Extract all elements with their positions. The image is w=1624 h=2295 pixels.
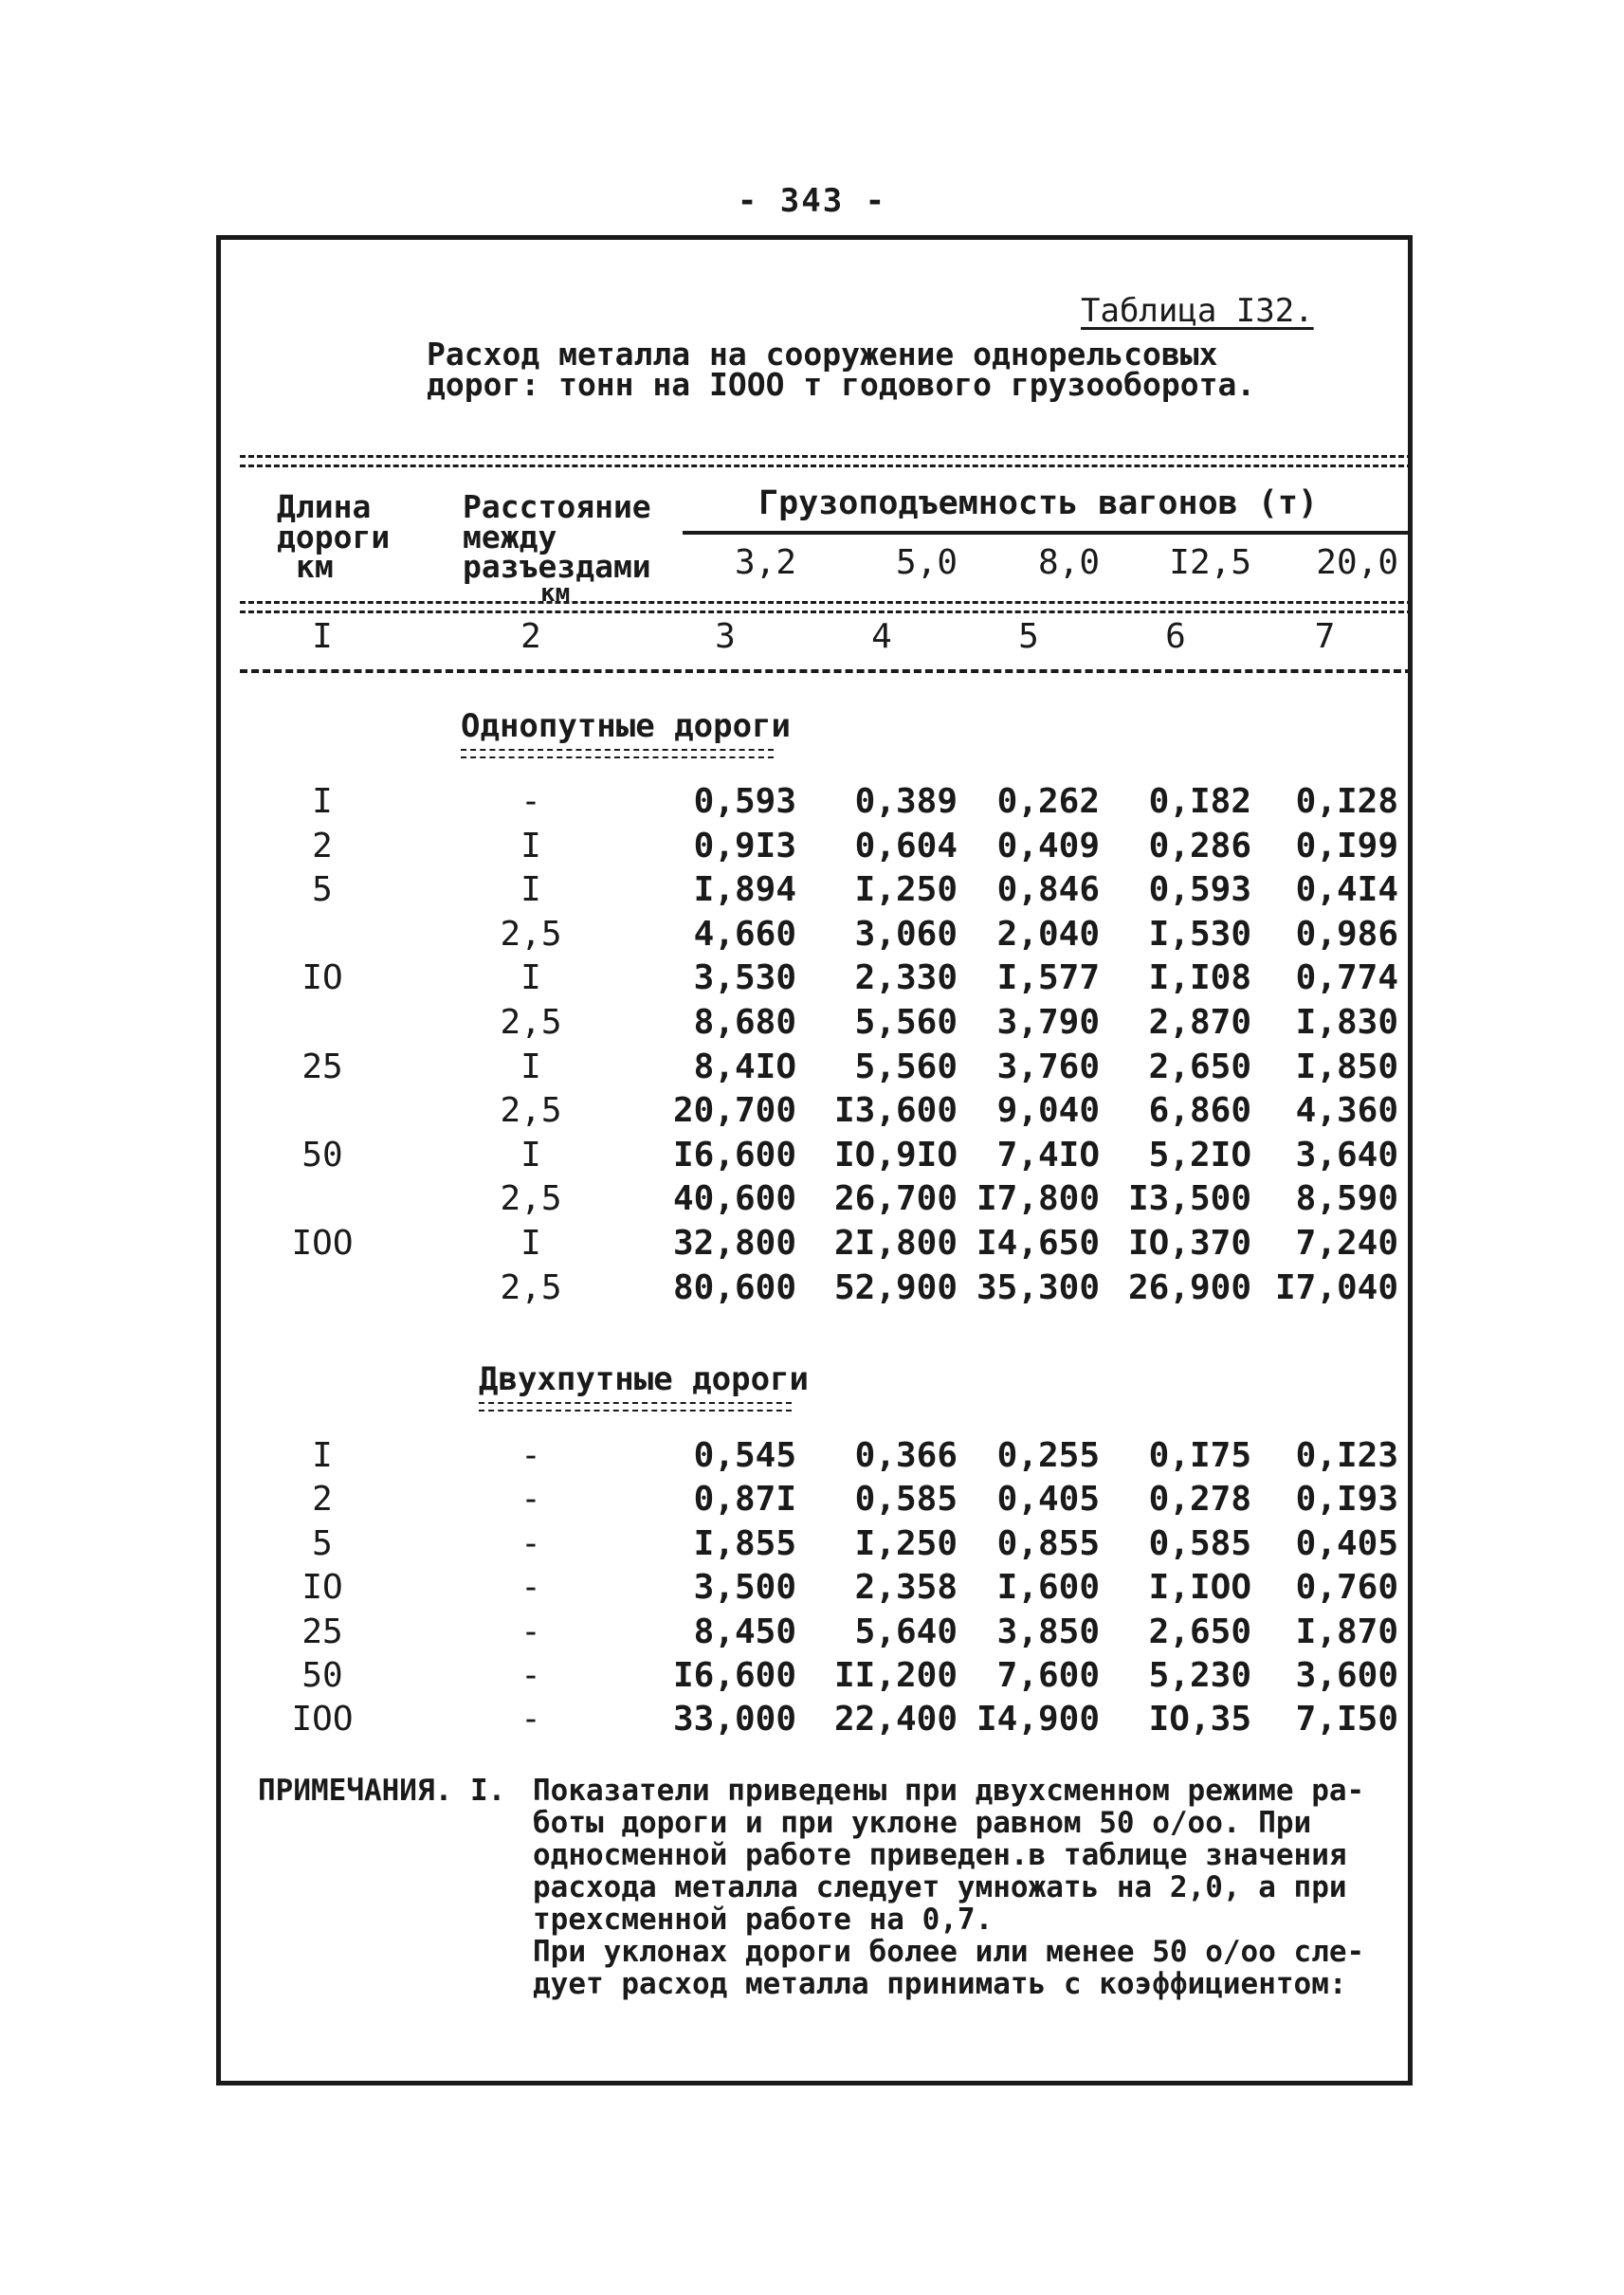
cell-distance: - bbox=[520, 1656, 541, 1695]
cell-distance: 2,5 bbox=[500, 1267, 562, 1307]
page-number: - 343 - bbox=[737, 182, 887, 220]
cell-distance: I bbox=[520, 1047, 541, 1086]
cell-cap-12-5: 0,585 bbox=[1148, 1523, 1251, 1563]
cell-cap-3-2: I,855 bbox=[693, 1523, 796, 1563]
cell-distance: I bbox=[520, 1135, 541, 1175]
header-capacity-group: Грузоподъемность вагонов (т) bbox=[758, 484, 1319, 522]
cell-cap-12-5: 5,2IO bbox=[1148, 1135, 1251, 1175]
cell-cap-12-5: IO,35 bbox=[1148, 1700, 1251, 1739]
cell-cap-5-0: 22,400 bbox=[833, 1700, 958, 1739]
cell-cap-5-0: IO,9IO bbox=[833, 1135, 958, 1175]
section-title-double-track: Двухпутные дороги bbox=[479, 1360, 809, 1398]
cell-cap-8-0: I4,650 bbox=[976, 1224, 1100, 1263]
cell-cap-20-0: 0,405 bbox=[1295, 1523, 1398, 1563]
cell-cap-3-2: 32,800 bbox=[672, 1224, 796, 1263]
cell-length: 50 bbox=[301, 1656, 343, 1695]
cell-distance: - bbox=[520, 1568, 541, 1608]
cell-cap-5-0: 0,389 bbox=[854, 782, 958, 821]
header-capacity-20-0: 20,0 bbox=[1316, 543, 1398, 582]
header-capacity-8-0: 8,0 bbox=[1037, 543, 1100, 582]
cell-cap-5-0: 26,700 bbox=[833, 1179, 958, 1219]
cell-cap-8-0: 2,040 bbox=[996, 914, 1100, 954]
header-distance-line-4: км bbox=[540, 579, 571, 608]
cell-cap-20-0: I,850 bbox=[1295, 1047, 1398, 1086]
cell-length: 25 bbox=[301, 1612, 343, 1651]
cell-cap-20-0: 0,986 bbox=[1295, 914, 1398, 954]
section-title-underline bbox=[461, 749, 774, 758]
column-number-5: 5 bbox=[1018, 617, 1039, 656]
cell-cap-3-2: 0,593 bbox=[693, 782, 796, 821]
cell-length: 2 bbox=[312, 1480, 333, 1520]
column-number-7: 7 bbox=[1314, 617, 1336, 656]
cell-cap-8-0: I7,800 bbox=[976, 1179, 1100, 1219]
cell-cap-8-0: I4,900 bbox=[976, 1700, 1100, 1739]
cell-cap-20-0: 3,640 bbox=[1295, 1135, 1398, 1175]
cell-distance: 2,5 bbox=[500, 1003, 562, 1042]
cell-cap-3-2: 3,530 bbox=[693, 958, 796, 998]
cell-cap-20-0: 8,590 bbox=[1295, 1179, 1398, 1219]
cell-distance: - bbox=[520, 1700, 541, 1739]
cell-distance: - bbox=[520, 1436, 541, 1475]
cell-distance: 2,5 bbox=[500, 914, 562, 954]
cell-cap-5-0: 2,330 bbox=[854, 958, 958, 998]
column-number-3: 3 bbox=[715, 617, 736, 656]
cell-cap-12-5: 2,870 bbox=[1148, 1003, 1251, 1042]
table-title-line-1: Расход металла на сооружение однорельсовых bbox=[427, 336, 1218, 373]
header-capacity-3-2: 3,2 bbox=[734, 543, 796, 582]
header-capacity-12-5: I2,5 bbox=[1169, 543, 1251, 582]
cell-cap-8-0: 7,4IO bbox=[996, 1135, 1100, 1175]
cell-distance: 2,5 bbox=[500, 1179, 562, 1219]
cell-cap-5-0: 0,585 bbox=[854, 1480, 958, 1520]
cell-cap-3-2: 0,9I3 bbox=[693, 826, 796, 865]
cell-distance: I bbox=[520, 826, 541, 865]
cell-cap-5-0: 5,640 bbox=[854, 1612, 958, 1651]
column-number-2: 2 bbox=[520, 617, 541, 656]
cell-cap-8-0: 3,790 bbox=[996, 1003, 1100, 1042]
cell-cap-8-0: 0,405 bbox=[996, 1480, 1100, 1520]
cell-cap-5-0: I,250 bbox=[854, 1523, 958, 1563]
cell-cap-3-2: 4,660 bbox=[693, 914, 796, 954]
cell-distance: I bbox=[520, 958, 541, 998]
cell-cap-3-2: 40,600 bbox=[672, 1179, 796, 1219]
header-bottom-rule bbox=[240, 601, 1413, 613]
cell-cap-3-2: 8,680 bbox=[693, 1003, 796, 1042]
cell-cap-12-5: 0,I75 bbox=[1148, 1436, 1251, 1475]
cell-length: 50 bbox=[301, 1135, 343, 1175]
notes-line: трехсменной работе на 0,7. bbox=[533, 1903, 994, 1937]
cell-cap-5-0: II,200 bbox=[833, 1656, 958, 1695]
cell-cap-5-0: 2I,800 bbox=[833, 1224, 958, 1263]
header-group-rule bbox=[683, 531, 1413, 535]
column-number-4: 4 bbox=[871, 617, 892, 656]
header-top-rule bbox=[240, 455, 1413, 467]
cell-cap-20-0: 0,760 bbox=[1295, 1568, 1398, 1608]
cell-cap-5-0: I,250 bbox=[854, 870, 958, 910]
cell-cap-20-0: I,830 bbox=[1295, 1003, 1398, 1042]
cell-cap-12-5: 0,286 bbox=[1148, 826, 1251, 865]
cell-cap-20-0: 7,I50 bbox=[1295, 1700, 1398, 1739]
notes-label: ПРИМЕЧАНИЯ. I. bbox=[258, 1774, 506, 1808]
cell-distance: - bbox=[520, 1523, 541, 1563]
cell-length: IO bbox=[301, 958, 343, 998]
cell-cap-12-5: 0,593 bbox=[1148, 870, 1251, 910]
cell-cap-12-5: 2,650 bbox=[1148, 1612, 1251, 1651]
cell-cap-12-5: 5,230 bbox=[1148, 1656, 1251, 1695]
cell-cap-5-0: 3,060 bbox=[854, 914, 958, 954]
cell-cap-3-2: 20,700 bbox=[672, 1091, 796, 1131]
cell-cap-3-2: 8,450 bbox=[693, 1612, 796, 1651]
cell-cap-20-0: 0,I28 bbox=[1295, 782, 1398, 821]
table-label: Таблица I32. bbox=[1081, 292, 1314, 330]
notes-line: дует расход металла принимать с коэффициентом: bbox=[533, 1967, 1347, 2001]
cell-distance: I bbox=[520, 870, 541, 910]
cell-cap-3-2: I6,600 bbox=[672, 1656, 796, 1695]
notes-line: При уклонах дороги более или менее 50 о/оо сле- bbox=[533, 1935, 1365, 1969]
cell-cap-20-0: I,870 bbox=[1295, 1612, 1398, 1651]
cell-cap-20-0: 3,600 bbox=[1295, 1656, 1398, 1695]
cell-distance: 2,5 bbox=[500, 1091, 562, 1131]
cell-cap-20-0: 0,4I4 bbox=[1295, 870, 1398, 910]
cell-cap-12-5: I,I08 bbox=[1148, 958, 1251, 998]
section-title-underline bbox=[479, 1402, 792, 1412]
cell-cap-8-0: 0,846 bbox=[996, 870, 1100, 910]
cell-cap-20-0: 0,774 bbox=[1295, 958, 1398, 998]
cell-length: 5 bbox=[312, 870, 333, 910]
cell-cap-8-0: 7,600 bbox=[996, 1656, 1100, 1695]
header-capacity-5-0: 5,0 bbox=[895, 543, 958, 582]
cell-cap-5-0: I3,600 bbox=[833, 1091, 958, 1131]
cell-cap-8-0: 9,040 bbox=[996, 1091, 1100, 1131]
cell-cap-12-5: I,IOO bbox=[1148, 1568, 1251, 1608]
notes-body bbox=[533, 1775, 1364, 2000]
cell-cap-12-5: 26,900 bbox=[1127, 1267, 1251, 1307]
cell-cap-12-5: 2,650 bbox=[1148, 1047, 1251, 1086]
cell-cap-3-2: 8,4IO bbox=[693, 1047, 796, 1086]
cell-cap-5-0: 5,560 bbox=[854, 1003, 958, 1042]
cell-length: 5 bbox=[312, 1523, 333, 1563]
cell-cap-5-0: 52,900 bbox=[833, 1267, 958, 1307]
header-distance-line-1: Расстояние bbox=[463, 488, 651, 525]
cell-cap-3-2: 80,600 bbox=[672, 1267, 796, 1307]
cell-cap-12-5: IO,370 bbox=[1127, 1224, 1251, 1263]
cell-cap-8-0: 3,760 bbox=[996, 1047, 1100, 1086]
cell-cap-3-2: 33,000 bbox=[672, 1700, 796, 1739]
cell-cap-8-0: 0,409 bbox=[996, 826, 1100, 865]
cell-cap-8-0: 0,855 bbox=[996, 1523, 1100, 1563]
cell-cap-20-0: 0,I93 bbox=[1295, 1480, 1398, 1520]
column-number-1: I bbox=[312, 617, 333, 656]
cell-length: 25 bbox=[301, 1047, 343, 1086]
cell-cap-20-0: 0,I99 bbox=[1295, 826, 1398, 865]
cell-cap-8-0: I,600 bbox=[996, 1568, 1100, 1608]
cell-cap-20-0: 7,240 bbox=[1295, 1224, 1398, 1263]
cell-length: IOO bbox=[291, 1224, 354, 1263]
cell-length: IOO bbox=[291, 1700, 354, 1739]
cell-length: I bbox=[312, 1436, 333, 1475]
cell-cap-20-0: I7,040 bbox=[1274, 1267, 1398, 1307]
cell-cap-8-0: 0,262 bbox=[996, 782, 1100, 821]
notes-line: односменной работе приведен.в таблице значения bbox=[533, 1838, 1347, 1872]
header-length-line-2: дороги bbox=[277, 519, 391, 556]
cell-cap-12-5: 0,278 bbox=[1148, 1480, 1251, 1520]
table-title-line-2: дорог: тонн на IOOO т годового грузооборота. bbox=[427, 366, 1256, 403]
cell-cap-8-0: 3,850 bbox=[996, 1612, 1100, 1651]
cell-length: 2 bbox=[312, 826, 333, 865]
header-distance-line-3: разъездами bbox=[463, 548, 651, 585]
cell-cap-5-0: 2,358 bbox=[854, 1568, 958, 1608]
column-number-6: 6 bbox=[1165, 617, 1186, 656]
cell-distance: - bbox=[520, 1612, 541, 1651]
header-distance-line-2: между bbox=[463, 519, 557, 556]
cell-cap-12-5: I3,500 bbox=[1127, 1179, 1251, 1219]
cell-cap-3-2: 0,545 bbox=[693, 1436, 796, 1475]
cell-distance: - bbox=[520, 782, 541, 821]
cell-cap-3-2: 3,500 bbox=[693, 1568, 796, 1608]
cell-cap-3-2: 0,87I bbox=[693, 1480, 796, 1520]
cell-distance: - bbox=[520, 1480, 541, 1520]
cell-cap-20-0: 0,I23 bbox=[1295, 1436, 1398, 1475]
cell-cap-8-0: 35,300 bbox=[976, 1267, 1100, 1307]
cell-cap-8-0: I,577 bbox=[996, 958, 1100, 998]
header-length-line-1: Длина bbox=[277, 488, 372, 525]
section-title-single-track: Однопутные дороги bbox=[461, 707, 791, 745]
cell-cap-5-0: 5,560 bbox=[854, 1047, 958, 1086]
cell-cap-5-0: 0,604 bbox=[854, 826, 958, 865]
cell-cap-20-0: 4,360 bbox=[1295, 1091, 1398, 1131]
notes-line: боты дороги и при уклоне равном 50 о/оо. При bbox=[533, 1806, 1312, 1840]
cell-cap-12-5: 0,I82 bbox=[1148, 782, 1251, 821]
cell-cap-12-5: I,530 bbox=[1148, 914, 1251, 954]
cell-distance: I bbox=[520, 1224, 541, 1263]
cell-length: I bbox=[312, 782, 333, 821]
cell-cap-5-0: 0,366 bbox=[854, 1436, 958, 1475]
cell-cap-3-2: I,894 bbox=[693, 870, 796, 910]
header-length-line-3: км bbox=[296, 548, 334, 585]
column-numbers-rule bbox=[240, 669, 1413, 673]
cell-cap-8-0: 0,255 bbox=[996, 1436, 1100, 1475]
notes-line: Показатели приведены при двухсменном режиме ра- bbox=[533, 1774, 1365, 1808]
cell-length: IO bbox=[301, 1568, 343, 1608]
cell-cap-12-5: 6,860 bbox=[1148, 1091, 1251, 1131]
cell-cap-3-2: I6,600 bbox=[672, 1135, 796, 1175]
notes-line: расхода металла следует умножать на 2,0, а при bbox=[533, 1870, 1347, 1904]
